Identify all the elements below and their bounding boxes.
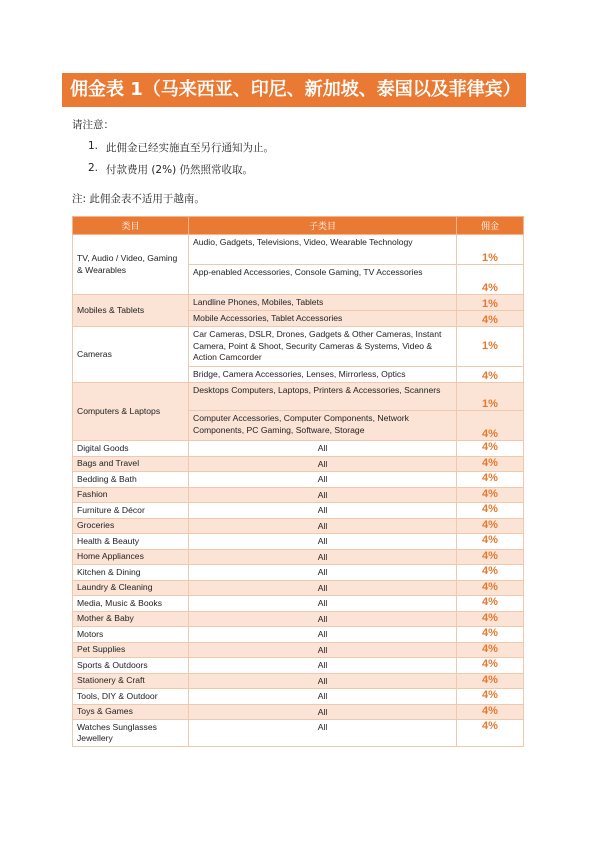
subcategory-cell: All — [189, 472, 457, 488]
category-cell: Media, Music & Books — [73, 596, 189, 612]
table-row — [73, 487, 524, 503]
page-title: 佣金表 1（马来西亚、印尼、新加坡、泰国以及菲律宾） — [62, 73, 526, 107]
category-cell: Toys & Games — [73, 704, 189, 720]
rate-cell: 4% — [457, 596, 524, 612]
subcategory-cell: All — [189, 611, 457, 627]
table-row — [73, 689, 524, 705]
subcategory-cell: Bridge, Camera Accessories, Lenses, Mirrorless, Optics — [189, 367, 457, 383]
subcategory-cell: All — [189, 487, 457, 503]
category-cell: Mother & Baby — [73, 611, 189, 627]
rate-cell: 4% — [457, 456, 524, 472]
rate-cell: 4% — [457, 689, 524, 705]
rate-cell: 4% — [457, 518, 524, 534]
table-row — [73, 327, 524, 367]
category-cell: TV, Audio / Video, Gaming & Wearables — [73, 235, 189, 295]
subcategory-cell: All — [189, 689, 457, 705]
rate-cell: 4% — [457, 265, 524, 295]
note-heading: 请注意： — [72, 119, 114, 131]
category-cell: Stationery & Craft — [73, 673, 189, 689]
rate-cell: 4% — [457, 487, 524, 503]
subcategory-cell: App-enabled Accessories, Console Gaming, TV Accessories — [189, 265, 457, 295]
subcategory-cell: All — [189, 565, 457, 581]
commission-table — [72, 216, 524, 747]
rate-cell: 4% — [457, 549, 524, 565]
header-commission: 佣金 — [457, 217, 524, 235]
table-row — [73, 441, 524, 457]
subcategory-cell: All — [189, 627, 457, 643]
table-row — [73, 472, 524, 488]
subcategory-cell: Mobile Accessories, Tablet Accessories — [189, 311, 457, 327]
category-cell: Groceries — [73, 518, 189, 534]
note-text: 付款费用 (2%) 仍然照常收取。 — [106, 164, 254, 176]
table-row — [73, 565, 524, 581]
subcategory-cell: Computer Accessories, Computer Components, Network Components, PC Gaming, Software, Storage — [189, 411, 457, 441]
subcategory-cell: Audio, Gadgets, Televisions, Video, Wearable Technology — [189, 235, 457, 265]
table-row — [73, 627, 524, 643]
table-row — [73, 673, 524, 689]
category-cell: Fashion — [73, 487, 189, 503]
category-cell: Health & Beauty — [73, 534, 189, 550]
category-cell: Watches Sunglasses Jewellery — [73, 720, 189, 747]
table-row — [73, 295, 524, 311]
table-row — [73, 235, 524, 265]
subcategory-cell: All — [189, 549, 457, 565]
table-row — [73, 611, 524, 627]
note-number: 2. — [88, 162, 99, 174]
rate-cell: 4% — [457, 720, 524, 747]
note-number: 1. — [88, 140, 99, 152]
rate-cell: 4% — [457, 580, 524, 596]
rate-cell: 4% — [457, 411, 524, 441]
table-row — [73, 383, 524, 411]
table-row — [73, 549, 524, 565]
category-cell: Pet Supplies — [73, 642, 189, 658]
rate-cell: 4% — [457, 565, 524, 581]
table-row — [73, 456, 524, 472]
subcategory-cell: Car Cameras, DSLR, Drones, Gadgets & Other Cameras, Instant Camera, Point & Shoot, Security Cameras & Systems, Video & Action Camcorder — [189, 327, 457, 367]
subcategory-cell: All — [189, 673, 457, 689]
rate-cell: 4% — [457, 367, 524, 383]
note-item — [88, 140, 274, 162]
rate-cell: 1% — [457, 327, 524, 367]
table-row — [73, 580, 524, 596]
subcategory-cell: Desktops Computers, Laptops, Printers & Accessories, Scanners — [189, 383, 457, 411]
category-cell: Home Appliances — [73, 549, 189, 565]
category-cell: Motors — [73, 627, 189, 643]
rate-cell: 4% — [457, 673, 524, 689]
subcategory-cell: All — [189, 534, 457, 550]
table-header-row — [73, 217, 524, 235]
subcategory-cell: All — [189, 658, 457, 674]
category-cell: Sports & Outdoors — [73, 658, 189, 674]
category-cell: Laundry & Cleaning — [73, 580, 189, 596]
category-cell: Computers & Laptops — [73, 383, 189, 441]
table-row — [73, 642, 524, 658]
rate-cell: 1% — [457, 383, 524, 411]
subcategory-cell: All — [189, 441, 457, 457]
subcategory-cell: All — [189, 720, 457, 747]
rate-cell: 4% — [457, 704, 524, 720]
rate-cell: 4% — [457, 441, 524, 457]
exclusion-note: 注: 此佣金表不适用于越南。 — [72, 193, 205, 205]
rate-cell: 4% — [457, 642, 524, 658]
header-subcategory: 子类目 — [189, 217, 457, 235]
subcategory-cell: All — [189, 456, 457, 472]
rate-cell: 4% — [457, 658, 524, 674]
subcategory-cell: All — [189, 596, 457, 612]
header-category: 类目 — [73, 217, 189, 235]
table-row — [73, 503, 524, 519]
rate-cell: 1% — [457, 295, 524, 311]
category-cell: Cameras — [73, 327, 189, 383]
rate-cell: 4% — [457, 472, 524, 488]
subcategory-cell: All — [189, 704, 457, 720]
subcategory-cell: Landline Phones, Mobiles, Tablets — [189, 295, 457, 311]
table-row — [73, 596, 524, 612]
table-row — [73, 518, 524, 534]
subcategory-cell: All — [189, 642, 457, 658]
rate-cell: 4% — [457, 534, 524, 550]
category-cell: Digital Goods — [73, 441, 189, 457]
category-cell: Bedding & Bath — [73, 472, 189, 488]
category-cell: Bags and Travel — [73, 456, 189, 472]
notes-list — [88, 140, 274, 184]
table-row — [73, 720, 524, 747]
category-cell: Kitchen & Dining — [73, 565, 189, 581]
table-row — [73, 658, 524, 674]
rate-cell: 1% — [457, 235, 524, 265]
category-cell: Mobiles & Tablets — [73, 295, 189, 327]
rate-cell: 4% — [457, 627, 524, 643]
simple-rows — [73, 441, 524, 747]
table-row — [73, 534, 524, 550]
note-text: 此佣金已经实施直至另行通知为止。 — [106, 142, 274, 154]
table-row — [73, 704, 524, 720]
rate-cell: 4% — [457, 611, 524, 627]
category-cell: Tools, DIY & Outdoor — [73, 689, 189, 705]
category-cell: Furniture & Décor — [73, 503, 189, 519]
rate-cell: 4% — [457, 311, 524, 327]
subcategory-cell: All — [189, 503, 457, 519]
note-item — [88, 162, 274, 184]
rate-cell: 4% — [457, 503, 524, 519]
subcategory-cell: All — [189, 580, 457, 596]
subcategory-cell: All — [189, 518, 457, 534]
